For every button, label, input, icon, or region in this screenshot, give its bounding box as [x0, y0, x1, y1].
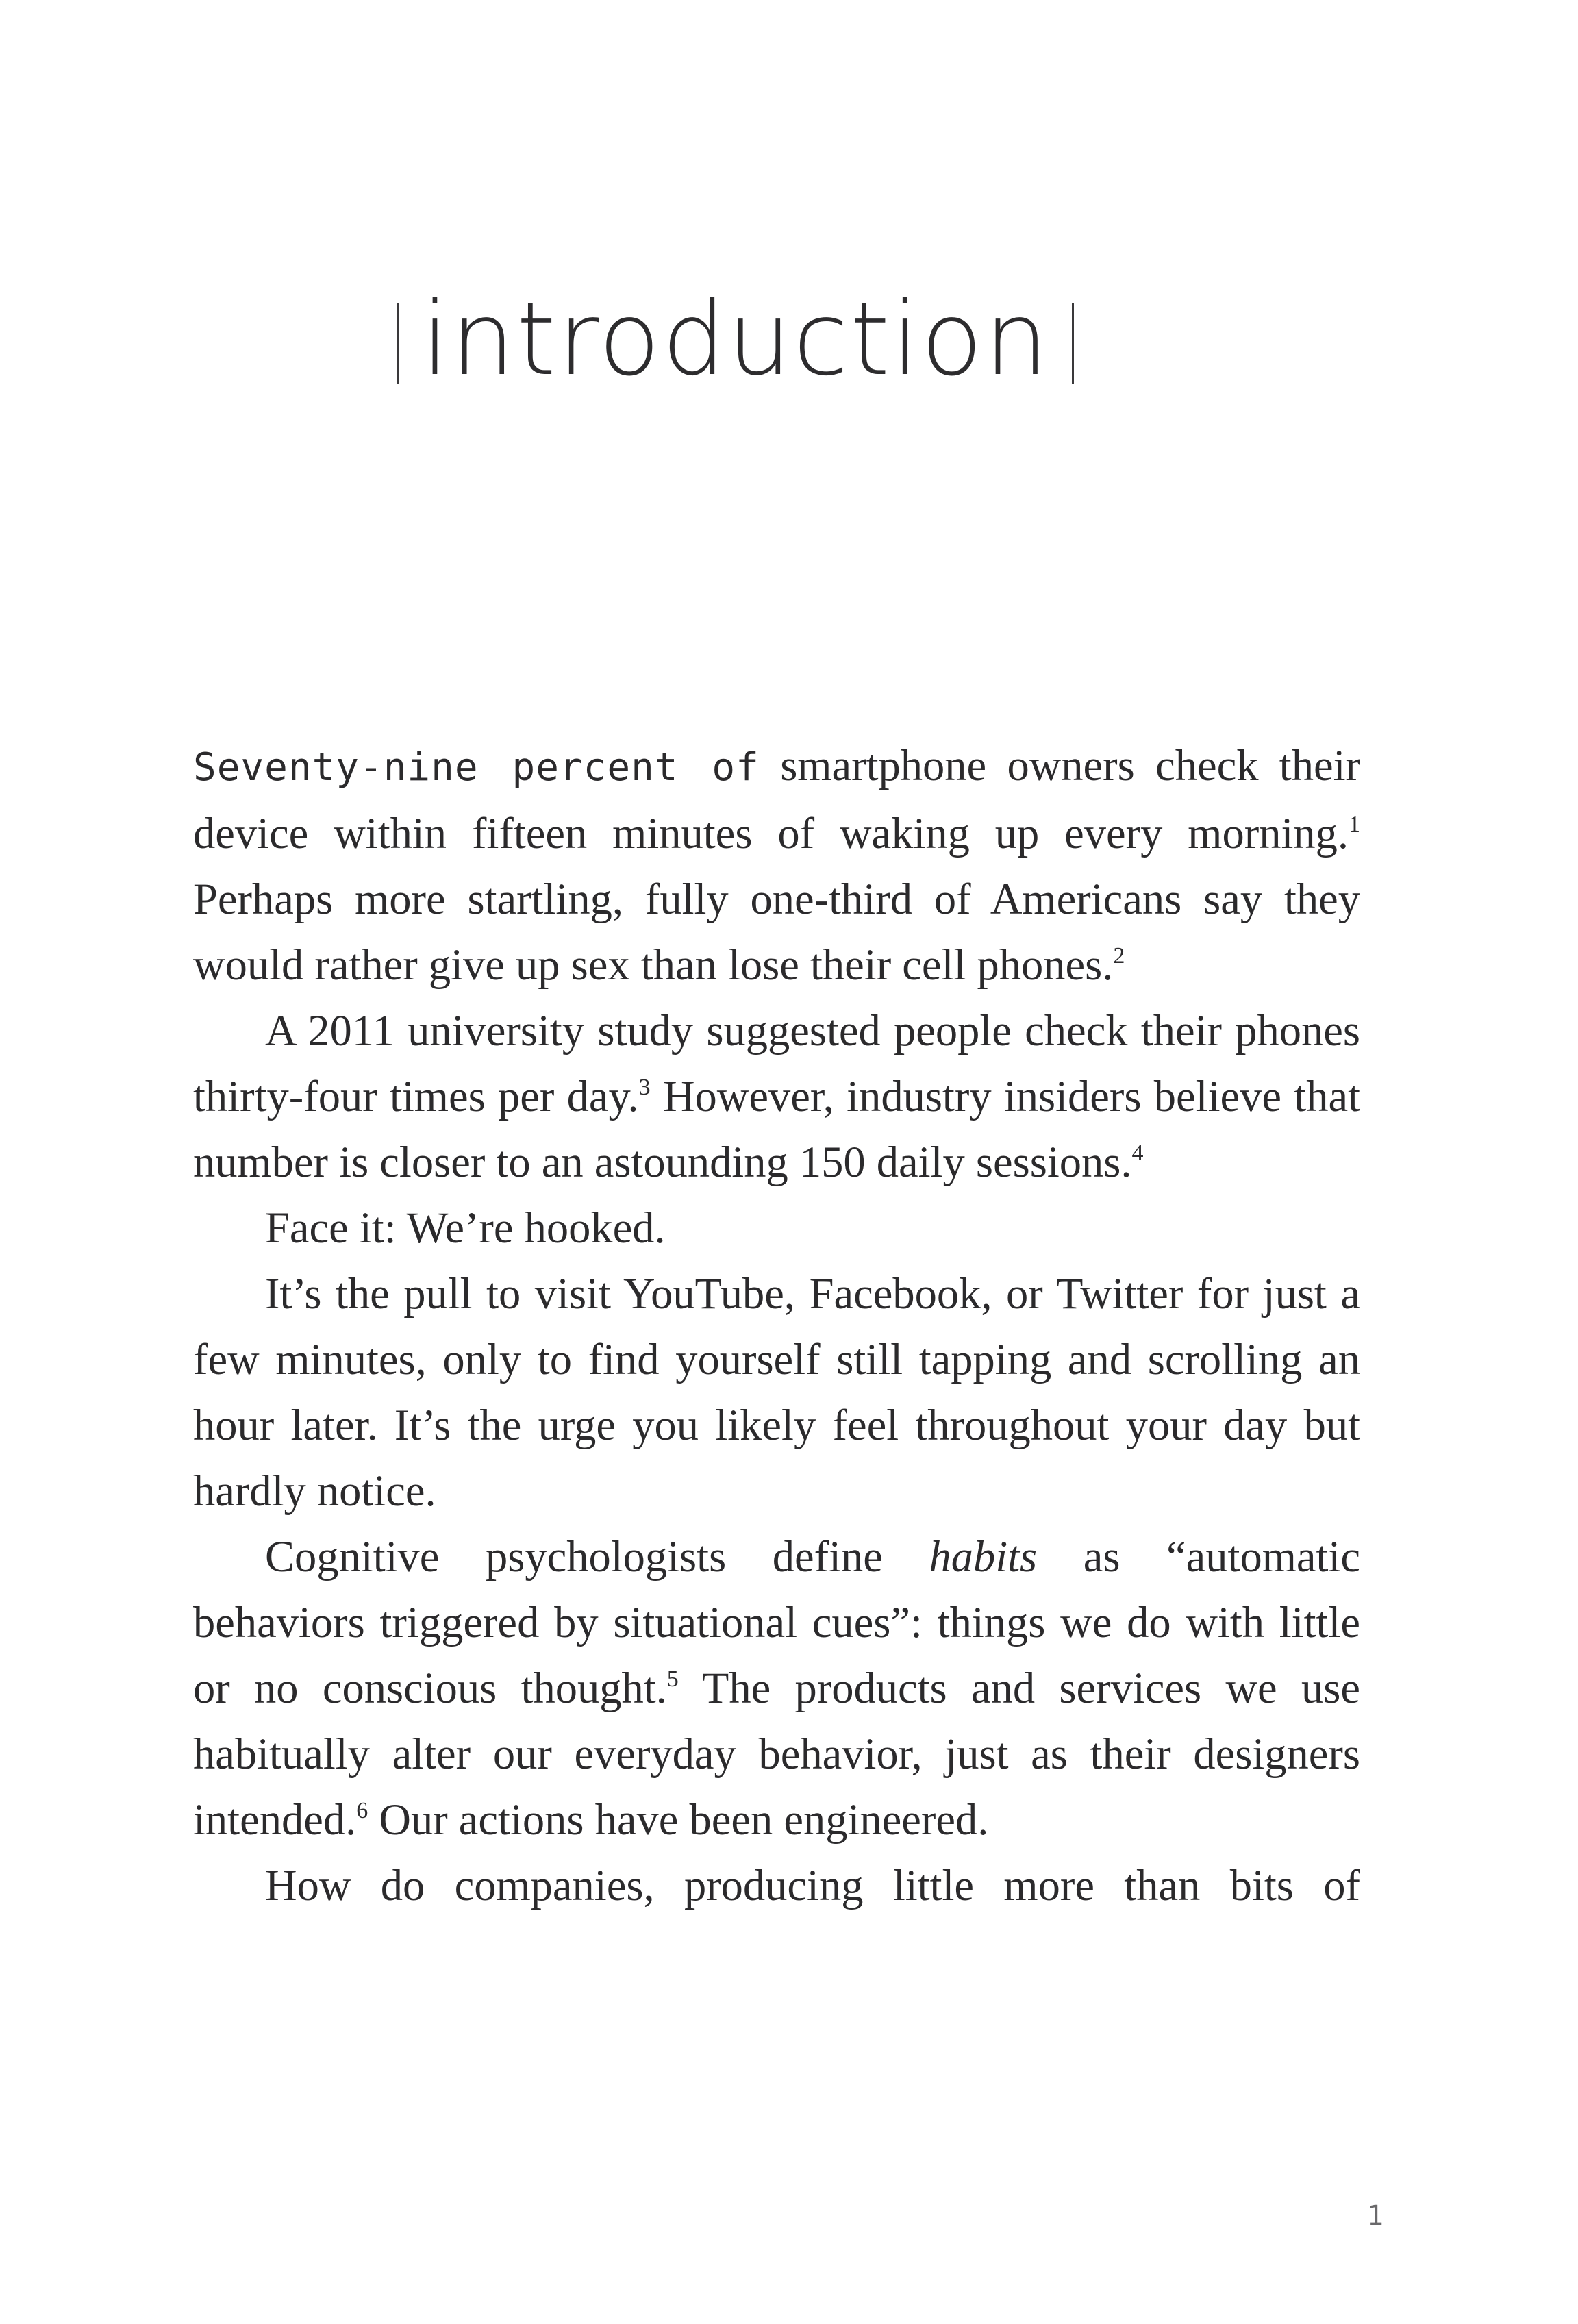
paragraph-text: Face it: We’re hooked. [265, 1203, 666, 1252]
paragraph-1 [193, 733, 1360, 998]
chapter-title: introduction [421, 280, 1050, 398]
footnote-ref: 5 [666, 1666, 679, 1692]
page-number: 1 [1366, 2200, 1383, 2232]
paragraph-2 [193, 998, 1360, 1195]
footnote-ref: 1 [1349, 811, 1360, 837]
lead-in-text: Seventy-nine percent of [193, 745, 760, 790]
paragraph-6 [193, 1853, 1360, 1919]
paragraph-text: as “automatic behaviors triggered by situational cues”: things we do with little or no conscious thought. [193, 1532, 1360, 1712]
chapter-heading [397, 280, 1151, 398]
paragraph-text: How do companies, producing little more than bits of [265, 1861, 1360, 1910]
paragraph-5 [193, 1524, 1360, 1853]
emphasized-term: habits [929, 1532, 1038, 1581]
paragraph-text: However, industry insiders believe that number is closer to an astounding 150 daily sessions. [193, 1072, 1360, 1186]
footnote-ref: 6 [356, 1797, 368, 1823]
body-text [193, 733, 1360, 1919]
footnote-ref: 2 [1113, 942, 1125, 969]
paragraph-text: A 2011 university study suggested people check their phones thirty-four times per day. [193, 1006, 1360, 1121]
heading-right-rule [1072, 303, 1074, 384]
paragraph-text: Cognitive psychologists define [265, 1532, 929, 1581]
paragraph-text: It’s the pull to visit YouTube, Facebook, or Twitter for just a few minutes, only to find yourself still tapping and scrolling an hour later. It’s the urge you likely feel throughout your day but hardly notice. [193, 1269, 1360, 1515]
paragraph-text: Our actions have been engineered. [368, 1795, 989, 1844]
paragraph-text: The products and services we use habitually alter our everyday behavior, just as their designers intended. [193, 1664, 1360, 1844]
footnote-ref: 4 [1131, 1140, 1144, 1166]
heading-left-rule [397, 303, 399, 384]
footnote-ref: 3 [638, 1074, 651, 1100]
paragraph-3 [193, 1195, 1360, 1261]
paragraph-text: smartphone owners check their device within fifteen minutes of waking up every morning. [193, 741, 1360, 858]
paragraph-text: Perhaps more startling, fully one-third of Americans say they would rather give up sex than lose their cell phones. [193, 875, 1360, 989]
paragraph-4 [193, 1261, 1360, 1524]
